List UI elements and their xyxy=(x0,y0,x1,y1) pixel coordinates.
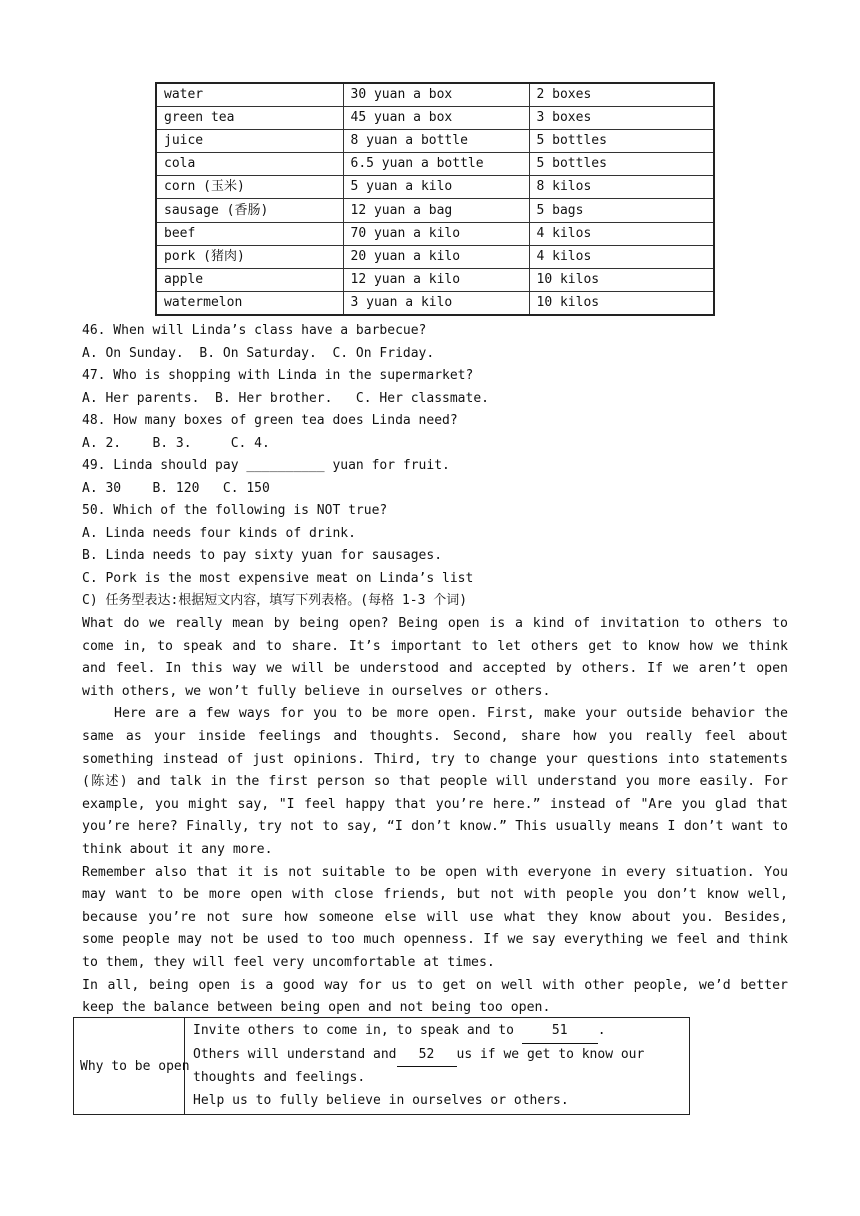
unit-price-cell: 5 yuan a kilo xyxy=(343,176,529,199)
price-table-row xyxy=(156,130,714,153)
item-name-cell: watermelon xyxy=(156,291,343,315)
answer-options: A. 2. B. 3. C. 4. xyxy=(82,435,270,451)
passage-paragraph-1: What do we really mean by being open? Being open is a kind of invitation to others to come in, to speak and to share. It’s important to let others get to know how we think and feel. In this way we will be understood and accepted by others. If we aren’t open with others, we won’t fully believe in ourselves or others. xyxy=(82,616,788,699)
price-table-row xyxy=(156,83,714,107)
item-name-cell: water xyxy=(156,83,343,107)
task-line-2 xyxy=(193,1044,681,1090)
task-line-1 xyxy=(193,1020,681,1044)
answer-options: A. Linda needs four kinds of drink. xyxy=(82,525,356,541)
price-table-row xyxy=(156,153,714,176)
task-table xyxy=(73,1017,690,1115)
question-text: 48. How many boxes of green tea does Linda need? xyxy=(82,413,458,428)
reading-passage xyxy=(82,613,788,1020)
task-line-3: Help us to fully believe in ourselves or others. xyxy=(193,1092,569,1108)
item-name-cell: pork (猪肉) xyxy=(156,245,343,268)
quantity-cell: 3 boxes xyxy=(529,107,714,130)
quantity-cell: 4 kilos xyxy=(529,245,714,268)
unit-price-cell: 6.5 yuan a bottle xyxy=(343,153,529,176)
unit-price-cell: 30 yuan a box xyxy=(343,83,529,107)
price-table-row xyxy=(156,222,714,245)
quantity-cell: 5 bottles xyxy=(529,130,714,153)
unit-price-cell: 70 yuan a kilo xyxy=(343,222,529,245)
answer-options: B. Linda needs to pay sixty yuan for sausages. xyxy=(82,548,443,563)
item-name-cell: beef xyxy=(156,222,343,245)
price-table-row xyxy=(156,268,714,291)
price-table-row xyxy=(156,199,714,222)
answer-options: A. 30 B. 120 C. 150 xyxy=(82,480,270,496)
unit-price-cell: 12 yuan a kilo xyxy=(343,268,529,291)
unit-price-cell: 45 yuan a box xyxy=(343,107,529,130)
unit-price-cell: 8 yuan a bottle xyxy=(343,130,529,153)
answer-options: A. On Sunday. B. On Saturday. C. On Friday. xyxy=(82,345,435,361)
price-table-row xyxy=(156,245,714,268)
section-c-title-wrap xyxy=(82,590,792,613)
question-text: 49. Linda should pay __________ yuan for fruit. xyxy=(82,458,450,473)
item-name-cell: green tea xyxy=(156,107,343,130)
task-line-1-end: . xyxy=(597,1023,606,1038)
item-name-cell: sausage (香肠) xyxy=(156,199,343,222)
item-name-cell: corn (玉米) xyxy=(156,176,343,199)
price-table-body xyxy=(156,83,714,315)
quantity-cell: 5 bottles xyxy=(529,153,714,176)
unit-price-cell: 12 yuan a bag xyxy=(343,199,529,222)
quantity-cell: 2 boxes xyxy=(529,83,714,107)
questions-block xyxy=(82,320,792,590)
passage-paragraph-3: Remember also that it is not suitable to be open with everyone in every situation. You may want to be more open with close friends, but not with people you don’t know well, because you’re not sure how someone else will use what they know about you. Besides, some people may not be used to too much openness. If we say everything we feel and think to them, they will feel very uncomfortable at times. xyxy=(82,864,788,970)
question-text: 50. Which of the following is NOT true? xyxy=(82,503,388,518)
price-table-row xyxy=(156,291,714,315)
quantity-cell: 8 kilos xyxy=(529,176,714,199)
unit-price-cell: 20 yuan a kilo xyxy=(343,245,529,268)
passage-paragraph-4: In all, being open is a good way for us to get on well with other people, we’d better keep the balance between being open and not being too open. xyxy=(82,977,788,1016)
quantity-cell: 4 kilos xyxy=(529,222,714,245)
section-c-title: C) 任务型表达:根据短文内容，填写下列表格。(每格 1-3 个词) xyxy=(82,593,468,608)
unit-price-cell: 3 yuan a kilo xyxy=(343,291,529,315)
task-row-content xyxy=(185,1018,690,1115)
task-line-2-end: us if we get to know our thoughts and feelings. xyxy=(193,1046,645,1085)
blank-52[interactable]: 52 xyxy=(397,1044,457,1068)
quantity-cell: 10 kilos xyxy=(529,268,714,291)
answer-options: C. Pork is the most expensive meat on Linda’s list xyxy=(82,570,474,586)
item-name-cell: cola xyxy=(156,153,343,176)
task-row-label: Why to be open xyxy=(74,1018,185,1115)
price-table xyxy=(155,82,715,316)
price-table-row xyxy=(156,176,714,199)
item-name-cell: juice xyxy=(156,130,343,153)
blank-51[interactable]: 51 xyxy=(522,1020,598,1044)
task-line-2-text: Others will understand and xyxy=(193,1046,397,1062)
quantity-cell: 5 bags xyxy=(529,199,714,222)
item-name-cell: apple xyxy=(156,268,343,291)
question-text: 46. When will Linda’s class have a barbecue? xyxy=(82,323,427,338)
passage-paragraph-2: Here are a few ways for you to be more open. First, make your outside behavior the same as your inside feelings and thoughts. Second, share how you really feel about something instead of just opinions. Third, try to change your questions into statements (陈述) and talk in the first person so that people will understand you more easily. For example, you might say, "I feel happy that you’re here.” instead of "Are you glad that you’re here? Finally, try not to say, “I don’t know.” This usually means I don’t want to think about it any more. xyxy=(82,706,788,857)
answer-options: A. Her parents. B. Her brother. C. Her classmate. xyxy=(82,390,489,406)
task-line-1-text: Invite others to come in, to speak and to xyxy=(193,1023,522,1038)
price-table-row xyxy=(156,107,714,130)
task-table-row xyxy=(74,1018,690,1115)
question-text: 47. Who is shopping with Linda in the supermarket? xyxy=(82,368,474,383)
quantity-cell: 10 kilos xyxy=(529,291,714,315)
